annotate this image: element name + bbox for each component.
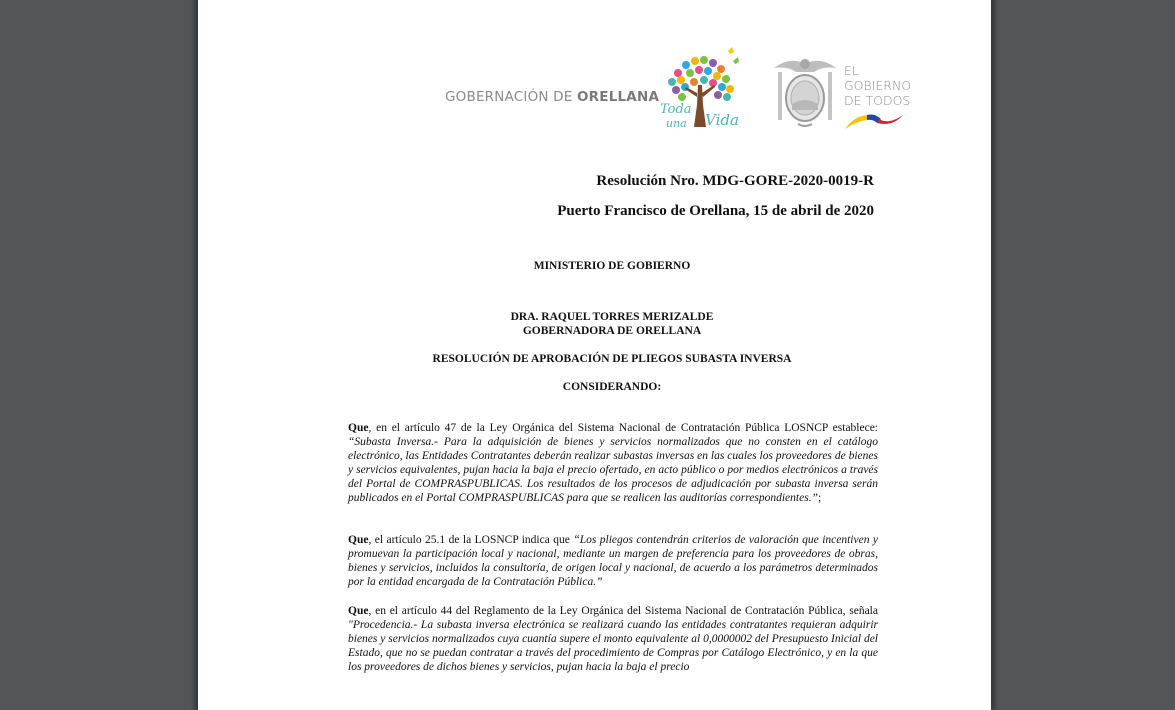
paragraph-quote: “Subasta Inversa.- Para la adquisición de bienes y servicios normalizados que no consten en el catálogo electrónico, las Entidades Contratantes deberán realizar subastas inversas en las cuales los proveedores de bienes y servicios equivalentes, pujan hacia la baja el precio ofertado, en acto público o por medios electrónicos a través del Portal de COMPRASPUBLICAS. Los resultados de los procesos de adjudicación por subasta inversa serán publicados en el Portal COMPRASPUBLICAS para que se realicen las auditorías correspondientes.” [348, 436, 878, 504]
document-page [198, 0, 991, 710]
considerando-paragraph [348, 604, 878, 674]
que-lead: Que [348, 422, 369, 434]
considerando-heading: CONSIDERANDO: [562, 381, 662, 393]
ecuador-coat-of-arms-icon [770, 54, 840, 130]
el-gobierno-de-todos-logo [844, 63, 911, 108]
toda-una-vida-logo [658, 45, 743, 135]
flag-swoosh-icon [843, 109, 905, 131]
gobierno-line: EL [844, 63, 859, 78]
paragraph-intro: , el artículo 25.1 de la LOSNCP indica que [368, 534, 574, 546]
gobernacion-orellana-logo [445, 89, 659, 105]
bird-icon [733, 57, 739, 64]
considerando-paragraph [348, 533, 878, 589]
una-text: una [666, 117, 687, 130]
paragraph-tail: ; [817, 492, 822, 504]
gobierno-line: DE TODOS [844, 93, 911, 108]
place-and-date: Puerto Francisco de Orellana, 15 de abril de 2020 [557, 203, 874, 219]
gobierno-line: GOBIERNO [844, 78, 912, 93]
bird-icon [728, 47, 734, 54]
considerando-paragraph [348, 421, 878, 505]
que-lead: Que [348, 605, 369, 617]
official-name: DRA. RAQUEL TORRES MERIZALDE [510, 311, 714, 323]
paragraph-intro: , en el artículo 47 de la Ley Orgánica del Sistema Nacional de Contratación Pública LOSNCP establece: [368, 422, 878, 434]
paragraph-quote: "Procedencia.- La subasta inversa electrónica se realizará cuando las entidades contratantes requieran adquirir bienes y servicios normalizados cuya cuantía supere el monto equivalente al 0,0000002 del Presupuesto Inicial del Estado, que no se puedan contratar a través del procedimiento de Compras por Catálogo Electrónico, y en la que los proveedores de dichos bienes y servicios, pujan hacia la baja el precio [348, 619, 878, 673]
official-title: GOBERNADORA DE ORELLANA [522, 325, 702, 337]
gobernacion-name: ORELLANA [577, 89, 660, 105]
resolution-number: Resolución Nro. MDG-GORE-2020-0019-R [596, 173, 874, 189]
gobernacion-prefix: GOBERNACIÓN DE [445, 89, 577, 105]
ministry-heading: MINISTERIO DE GOBIERNO [533, 260, 691, 272]
paragraph-quote: “Los pliegos contendrán criterios de valoración que incentiven y promuevan la participación local y nacional, mediante un margen de preferencia para los proveedores de obras, bienes y servicios, incluidos la consultoría, de origen local y nacional, de acuerdo a los parámetros determinados por la entidad encargada de la Contratación Pública.” [348, 534, 878, 588]
paragraph-intro: , en el artículo 44 del Reglamento de la Ley Orgánica del Sistema Nacional de Contratación Pública, señala [368, 605, 878, 617]
toda-text: Toda [660, 102, 692, 117]
resolution-title: RESOLUCIÓN DE APROBACIÓN DE PLIEGOS SUBASTA INVERSA [432, 353, 792, 365]
que-lead: Que [348, 534, 369, 546]
vida-text: Vida [705, 111, 739, 129]
